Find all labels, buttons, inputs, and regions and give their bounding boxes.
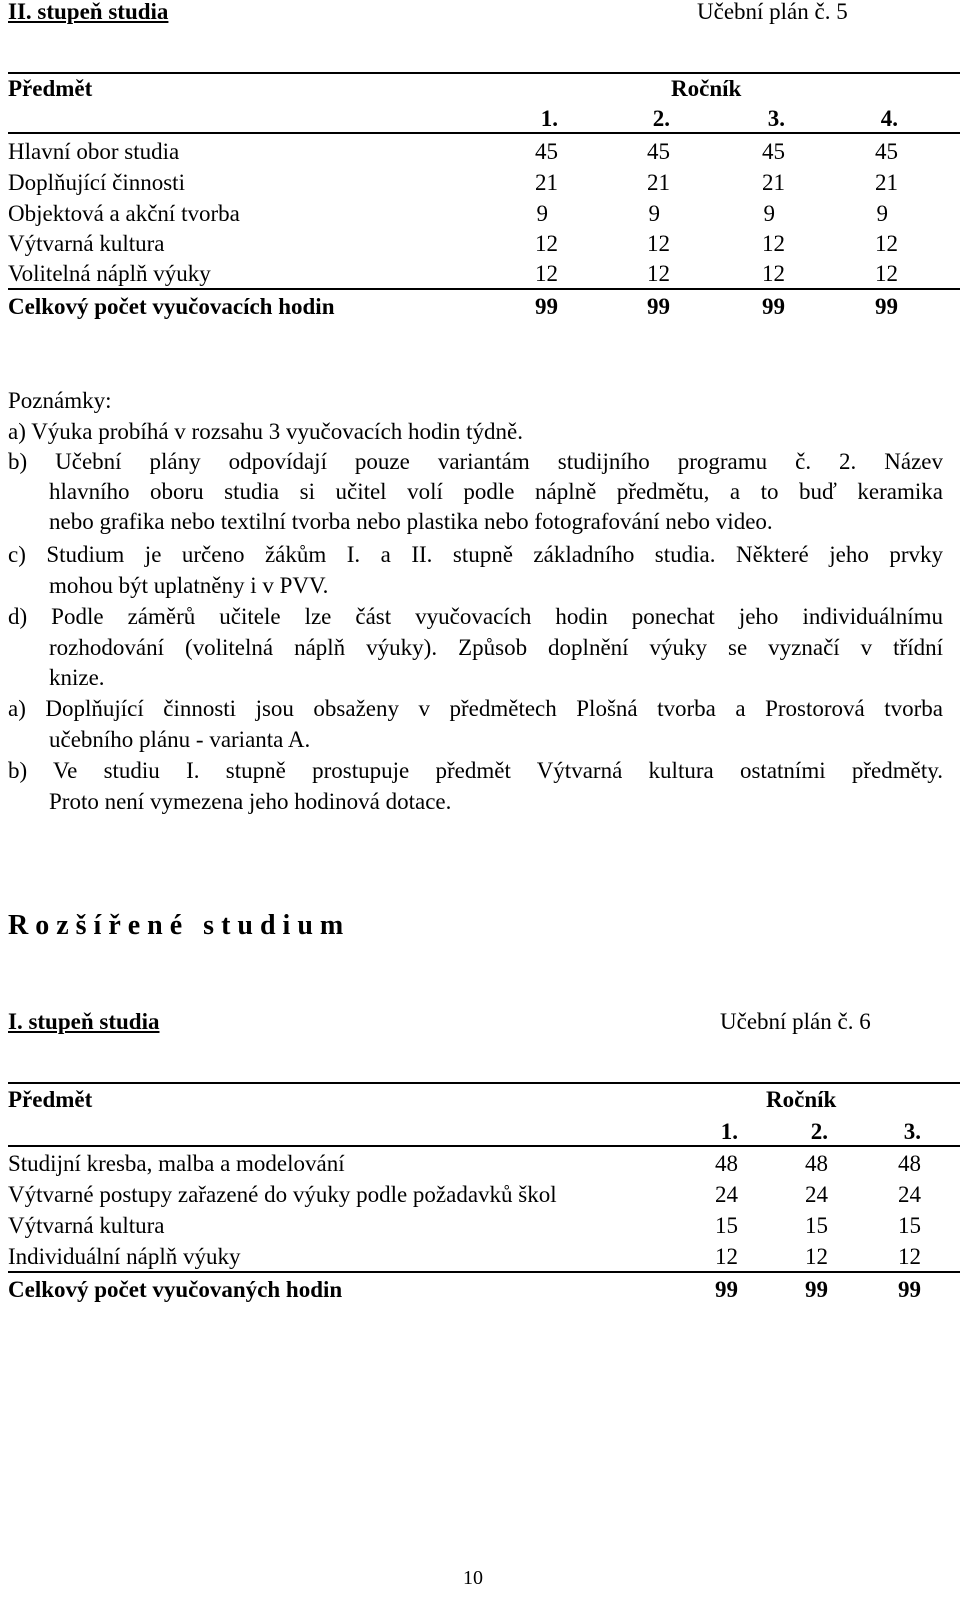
cell: 12 bbox=[535, 261, 558, 286]
header-subject: Předmět bbox=[8, 76, 93, 101]
year-1: 1. bbox=[540, 106, 558, 131]
section-title: I. stupeň studia bbox=[8, 1009, 160, 1034]
table-row bbox=[8, 1149, 960, 1179]
cell: 12 bbox=[647, 231, 670, 256]
cell: 45 bbox=[875, 139, 898, 164]
cell: 99 bbox=[535, 294, 558, 319]
cell: 99 bbox=[875, 294, 898, 319]
row-name: Výtvarná kultura bbox=[8, 1213, 165, 1238]
cell: 15 bbox=[715, 1213, 738, 1238]
table-row bbox=[8, 1242, 960, 1272]
table-row bbox=[8, 168, 960, 198]
cell: 24 bbox=[898, 1182, 921, 1207]
year-4: 4. bbox=[880, 106, 898, 131]
table-year-row bbox=[8, 104, 960, 134]
cell: 48 bbox=[805, 1151, 828, 1176]
cell: 45 bbox=[647, 139, 670, 164]
cell: 48 bbox=[715, 1151, 738, 1176]
table-total-row bbox=[8, 292, 960, 322]
table-row bbox=[8, 1211, 960, 1241]
cell: 12 bbox=[805, 1244, 828, 1269]
cell: 45 bbox=[762, 139, 785, 164]
cell: 12 bbox=[762, 231, 785, 256]
cell: 99 bbox=[715, 1277, 738, 1302]
table-total-rule bbox=[8, 1271, 960, 1273]
cell: 9 bbox=[536, 201, 548, 226]
cell: 21 bbox=[762, 170, 785, 195]
note-line: c) Studium je určeno žákům I. a II. stupně základního studia. Některé jeho prvky bbox=[8, 542, 943, 567]
note-line: mohou být uplatněny i v PVV. bbox=[49, 573, 329, 598]
cell: 21 bbox=[535, 170, 558, 195]
table-total-rule bbox=[8, 288, 960, 290]
cell: 24 bbox=[715, 1182, 738, 1207]
note-line: d) Podle záměrů učitele lze část vyučovacích hodin ponechat jeho individuálnímu bbox=[8, 604, 943, 629]
cell: 48 bbox=[898, 1151, 921, 1176]
note-line: učebního plánu - varianta A. bbox=[49, 727, 311, 752]
cell: 12 bbox=[715, 1244, 738, 1269]
cell: 15 bbox=[805, 1213, 828, 1238]
year-3: 3. bbox=[767, 106, 785, 131]
cell: 21 bbox=[647, 170, 670, 195]
row-name: Doplňující činnosti bbox=[8, 170, 185, 195]
row-name: Volitelná náplň výuky bbox=[8, 261, 211, 286]
table-row bbox=[8, 137, 960, 167]
row-name: Výtvarná kultura bbox=[8, 231, 165, 256]
table-header bbox=[8, 1085, 960, 1115]
row-name: Individuální náplň výuky bbox=[8, 1244, 241, 1269]
row-name: Výtvarné postupy zařazené do výuky podle požadavků škol bbox=[8, 1182, 557, 1207]
cell: 12 bbox=[647, 261, 670, 286]
header-subject: Předmět bbox=[8, 1087, 93, 1112]
table-year-row bbox=[8, 1117, 960, 1147]
table-header-rule bbox=[8, 1145, 960, 1147]
cell: 45 bbox=[535, 139, 558, 164]
cell: 12 bbox=[875, 261, 898, 286]
note-line: b) Učební plány odpovídají pouze variantám studijního programu č. 2. Název bbox=[8, 449, 943, 474]
table-top-rule bbox=[8, 1082, 960, 1084]
note-line: rozhodování (volitelná náplň výuky). Způsob doplnění výuky se vyznačí v třídní bbox=[49, 635, 943, 660]
table-total-row bbox=[8, 1275, 960, 1305]
plan-label: Učební plán č. 6 bbox=[720, 1009, 871, 1034]
cell: 99 bbox=[762, 294, 785, 319]
notes-heading: Poznámky: bbox=[8, 388, 112, 413]
header-year: Ročník bbox=[671, 76, 742, 101]
note-line: knize. bbox=[49, 665, 105, 690]
total-name: Celkový počet vyučovacích hodin bbox=[8, 294, 335, 319]
note-line: hlavního oboru studia si učitel volí podle náplně předmětu, a to buď keramika bbox=[49, 479, 943, 504]
cell: 24 bbox=[805, 1182, 828, 1207]
cell: 99 bbox=[898, 1277, 921, 1302]
cell: 99 bbox=[647, 294, 670, 319]
extended-study-heading: R o z š í ř e n é s t u d i u m bbox=[8, 910, 344, 941]
table-header bbox=[8, 74, 960, 104]
note-line: nebo grafika nebo textilní tvorba nebo plastika nebo fotografování nebo video. bbox=[49, 509, 773, 534]
cell: 99 bbox=[805, 1277, 828, 1302]
note-line: b) Ve studiu I. stupně prostupuje předmět Výtvarná kultura ostatními předměty. bbox=[8, 758, 943, 783]
cell: 12 bbox=[535, 231, 558, 256]
row-name: Studijní kresba, malba a modelování bbox=[8, 1151, 345, 1176]
cell: 15 bbox=[898, 1213, 921, 1238]
table-row bbox=[8, 1180, 960, 1210]
note-line: a) Doplňující činnosti jsou obsaženy v předmětech Plošná tvorba a Prostorová tvorba bbox=[8, 696, 943, 721]
table-row bbox=[8, 229, 960, 259]
note-line: Proto není vymezena jeho hodinová dotace. bbox=[49, 789, 452, 814]
year-3: 3. bbox=[903, 1119, 921, 1144]
cell: 9 bbox=[648, 201, 660, 226]
note-line: a) Výuka probíhá v rozsahu 3 vyučovacích hodin týdně. bbox=[8, 419, 524, 444]
year-2: 2. bbox=[810, 1119, 828, 1144]
table-row bbox=[8, 259, 960, 289]
page-number: 10 bbox=[463, 1567, 483, 1589]
year-1: 1. bbox=[720, 1119, 738, 1144]
table-row bbox=[8, 199, 960, 229]
cell: 9 bbox=[876, 201, 888, 226]
row-name: Hlavní obor studia bbox=[8, 139, 180, 164]
cell: 21 bbox=[875, 170, 898, 195]
cell: 9 bbox=[763, 201, 775, 226]
total-name: Celkový počet vyučovaných hodin bbox=[8, 1277, 343, 1302]
row-name: Objektová a akční tvorba bbox=[8, 201, 240, 226]
cell: 12 bbox=[762, 261, 785, 286]
section-title: II. stupeň studia bbox=[8, 0, 169, 24]
plan-label: Učební plán č. 5 bbox=[697, 0, 848, 24]
table-header-rule bbox=[8, 132, 960, 134]
header-year: Ročník bbox=[766, 1087, 837, 1112]
cell: 12 bbox=[875, 231, 898, 256]
cell: 12 bbox=[898, 1244, 921, 1269]
year-2: 2. bbox=[652, 106, 670, 131]
